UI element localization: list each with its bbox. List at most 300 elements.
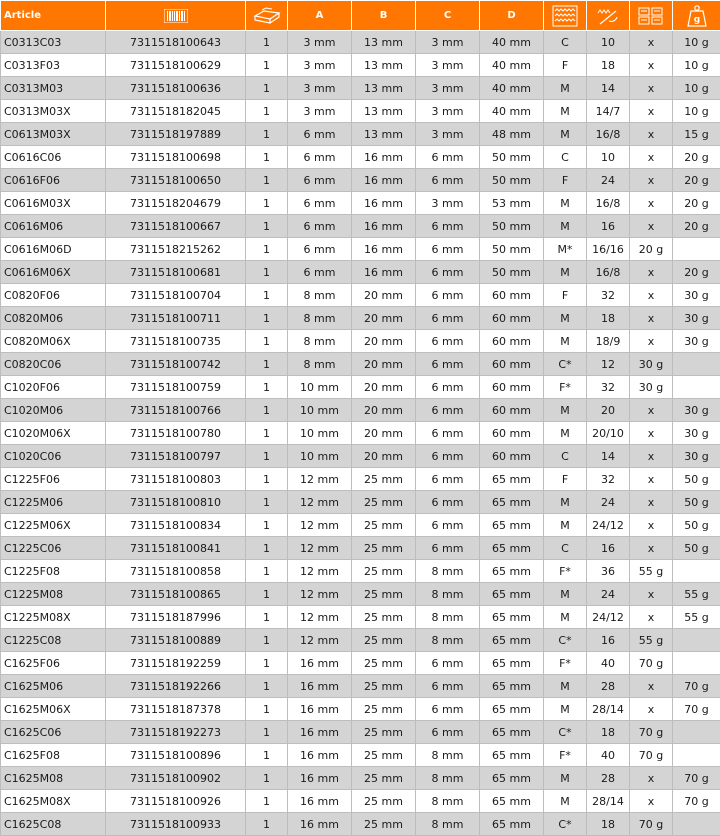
- table-row[interactable]: [1, 468, 720, 491]
- table-row[interactable]: [1, 813, 720, 836]
- cell-ean: 7311518192259: [106, 652, 246, 675]
- cell-dim-a: 10 mm: [288, 399, 352, 422]
- tooth-pattern-icon: [552, 5, 578, 27]
- cell-tooth-pitch: 16/8: [587, 192, 630, 215]
- cell-dim-a: 12 mm: [288, 537, 352, 560]
- cell-weight: 55 g: [673, 583, 720, 606]
- cell-article[interactable]: C1625C08: [1, 813, 106, 836]
- cell-dim-c: 6 mm: [416, 468, 480, 491]
- cell-tooth-pattern: F: [544, 468, 587, 491]
- cell-dim-d: 65 mm: [480, 606, 544, 629]
- cell-dim-a: 16 mm: [288, 721, 352, 744]
- cell-dim-a: 6 mm: [288, 261, 352, 284]
- cell-dim-c: 6 mm: [416, 215, 480, 238]
- cell-tooth-pattern: C*: [544, 353, 587, 376]
- cell-weight: [673, 744, 720, 767]
- table-row[interactable]: [1, 169, 720, 192]
- cell-dim-a: 12 mm: [288, 560, 352, 583]
- cell-ean: 7311518100810: [106, 491, 246, 514]
- cell-dim-a: 8 mm: [288, 353, 352, 376]
- cell-dim-b: 20 mm: [352, 376, 416, 399]
- cell-package-qty: 1: [246, 790, 288, 813]
- cell-dim-d: 40 mm: [480, 54, 544, 77]
- cell-dim-d: 65 mm: [480, 560, 544, 583]
- cell-dim-c: 6 mm: [416, 330, 480, 353]
- cell-weight: 20 g: [673, 169, 720, 192]
- cell-dim-d: 50 mm: [480, 261, 544, 284]
- table-row[interactable]: [1, 583, 720, 606]
- table-row[interactable]: [1, 675, 720, 698]
- cell-article[interactable]: C1625M06X: [1, 698, 106, 721]
- cell-package-qty: 1: [246, 330, 288, 353]
- cell-package-qty: 1: [246, 123, 288, 146]
- cell-tooth-pattern: M*: [544, 238, 587, 261]
- cell-pallet: 70 g: [630, 813, 673, 836]
- cell-ean: 7311518100766: [106, 399, 246, 422]
- cell-dim-a: 6 mm: [288, 215, 352, 238]
- cell-package-qty: 1: [246, 675, 288, 698]
- cell-dim-d: 60 mm: [480, 399, 544, 422]
- header-d[interactable]: D: [480, 1, 544, 31]
- cell-dim-b: 25 mm: [352, 560, 416, 583]
- table-row[interactable]: [1, 606, 720, 629]
- cell-package-qty: 1: [246, 698, 288, 721]
- cell-tooth-pattern: C*: [544, 721, 587, 744]
- cell-pallet: x: [630, 169, 673, 192]
- cell-pallet: x: [630, 31, 673, 54]
- cell-tooth-pitch: 28: [587, 767, 630, 790]
- cell-dim-a: 16 mm: [288, 767, 352, 790]
- cell-ean: 7311518204679: [106, 192, 246, 215]
- cell-package-qty: 1: [246, 353, 288, 376]
- cell-tooth-pattern: F: [544, 54, 587, 77]
- cell-dim-b: 25 mm: [352, 491, 416, 514]
- cell-ean: 7311518100759: [106, 376, 246, 399]
- header-c[interactable]: C: [416, 1, 480, 31]
- cell-tooth-pitch: 32: [587, 376, 630, 399]
- cell-dim-a: 10 mm: [288, 376, 352, 399]
- cell-article[interactable]: C1225M08: [1, 583, 106, 606]
- cell-dim-c: 8 mm: [416, 606, 480, 629]
- cell-tooth-pattern: M: [544, 583, 587, 606]
- cell-ean: 7311518100933: [106, 813, 246, 836]
- cell-dim-d: 60 mm: [480, 307, 544, 330]
- cell-package-qty: 1: [246, 146, 288, 169]
- cell-tooth-pitch: 40: [587, 652, 630, 675]
- cell-tooth-pattern: M: [544, 606, 587, 629]
- table-row[interactable]: [1, 376, 720, 399]
- cell-article[interactable]: C0313C03: [1, 31, 106, 54]
- cell-article[interactable]: C1625M08X: [1, 790, 106, 813]
- cell-article[interactable]: C0616F06: [1, 169, 106, 192]
- cell-dim-b: 25 mm: [352, 514, 416, 537]
- cell-dim-a: 16 mm: [288, 813, 352, 836]
- cell-tooth-pattern: M: [544, 675, 587, 698]
- cell-dim-c: 8 mm: [416, 629, 480, 652]
- header-row: [1, 1, 720, 31]
- table-row[interactable]: [1, 491, 720, 514]
- cell-article[interactable]: C1020M06X: [1, 422, 106, 445]
- package-icon: [252, 7, 282, 25]
- cell-article[interactable]: C0616M06: [1, 215, 106, 238]
- header-package[interactable]: [246, 1, 288, 31]
- cell-dim-b: 20 mm: [352, 353, 416, 376]
- cell-weight: 10 g: [673, 100, 720, 123]
- cell-dim-d: 60 mm: [480, 330, 544, 353]
- cell-article[interactable]: C1625M08: [1, 767, 106, 790]
- table-row[interactable]: [1, 31, 720, 54]
- cell-dim-b: 16 mm: [352, 146, 416, 169]
- cell-article[interactable]: C1225M06: [1, 491, 106, 514]
- cell-dim-d: 65 mm: [480, 813, 544, 836]
- cell-tooth-pattern: F: [544, 284, 587, 307]
- cell-ean: 7311518192266: [106, 675, 246, 698]
- cell-dim-b: 25 mm: [352, 721, 416, 744]
- cell-dim-b: 20 mm: [352, 445, 416, 468]
- cell-pallet: x: [630, 123, 673, 146]
- cell-dim-a: 10 mm: [288, 445, 352, 468]
- table-row[interactable]: [1, 445, 720, 468]
- cell-dim-c: 3 mm: [416, 54, 480, 77]
- cell-dim-b: 13 mm: [352, 123, 416, 146]
- cell-dim-d: 65 mm: [480, 767, 544, 790]
- cell-dim-d: 65 mm: [480, 537, 544, 560]
- cell-dim-d: 60 mm: [480, 422, 544, 445]
- cell-dim-c: 6 mm: [416, 376, 480, 399]
- table-row[interactable]: [1, 330, 720, 353]
- cell-ean: 7311518100667: [106, 215, 246, 238]
- table-row[interactable]: [1, 261, 720, 284]
- header-b[interactable]: B: [352, 1, 416, 31]
- table-row[interactable]: [1, 284, 720, 307]
- cell-tooth-pitch: 32: [587, 468, 630, 491]
- cell-ean: 7311518100926: [106, 790, 246, 813]
- cell-weight: 10 g: [673, 77, 720, 100]
- table-row[interactable]: [1, 353, 720, 376]
- cell-ean: 7311518100711: [106, 307, 246, 330]
- cell-weight: [673, 721, 720, 744]
- table-row[interactable]: [1, 146, 720, 169]
- cell-pallet: x: [630, 330, 673, 353]
- cell-ean: 7311518192273: [106, 721, 246, 744]
- cell-article[interactable]: C1625F08: [1, 744, 106, 767]
- cell-dim-b: 16 mm: [352, 169, 416, 192]
- cell-dim-b: 20 mm: [352, 399, 416, 422]
- cell-dim-b: 16 mm: [352, 192, 416, 215]
- table-row[interactable]: [1, 100, 720, 123]
- header-barcode[interactable]: [106, 1, 246, 31]
- cell-article[interactable]: C1225M06X: [1, 514, 106, 537]
- cell-tooth-pitch: 24: [587, 583, 630, 606]
- cell-tooth-pitch: 14/7: [587, 100, 630, 123]
- cell-dim-d: 65 mm: [480, 744, 544, 767]
- cell-article[interactable]: C0820C06: [1, 353, 106, 376]
- cell-tooth-pitch: 24: [587, 169, 630, 192]
- cell-ean: 7311518100865: [106, 583, 246, 606]
- cell-article[interactable]: C1625F06: [1, 652, 106, 675]
- cell-dim-a: 8 mm: [288, 330, 352, 353]
- cell-weight: 30 g: [673, 445, 720, 468]
- cell-article[interactable]: C0313F03: [1, 54, 106, 77]
- cell-dim-a: 3 mm: [288, 54, 352, 77]
- cell-article[interactable]: C0616C06: [1, 146, 106, 169]
- cell-dim-c: 3 mm: [416, 123, 480, 146]
- cell-dim-d: 50 mm: [480, 238, 544, 261]
- pallet-icon: [637, 6, 665, 26]
- cell-ean: 7311518100681: [106, 261, 246, 284]
- cell-article[interactable]: C1225F06: [1, 468, 106, 491]
- cell-weight: [673, 238, 720, 261]
- cell-dim-d: 53 mm: [480, 192, 544, 215]
- cell-tooth-pitch: 18: [587, 721, 630, 744]
- cell-tooth-pattern: M: [544, 330, 587, 353]
- cell-tooth-pitch: 16: [587, 537, 630, 560]
- cell-article[interactable]: C1020C06: [1, 445, 106, 468]
- cell-article[interactable]: C1625M06: [1, 675, 106, 698]
- cell-dim-d: 65 mm: [480, 583, 544, 606]
- cell-weight: 20 g: [673, 192, 720, 215]
- cell-tooth-pattern: M: [544, 491, 587, 514]
- table-row[interactable]: [1, 399, 720, 422]
- table-row[interactable]: [1, 698, 720, 721]
- cell-article[interactable]: C0313M03: [1, 77, 106, 100]
- cell-dim-b: 25 mm: [352, 813, 416, 836]
- cell-tooth-pitch: 16/8: [587, 261, 630, 284]
- cell-dim-b: 25 mm: [352, 629, 416, 652]
- cell-tooth-pitch: 24: [587, 491, 630, 514]
- cell-ean: 7311518100797: [106, 445, 246, 468]
- cell-weight: 50 g: [673, 514, 720, 537]
- cell-dim-d: 65 mm: [480, 652, 544, 675]
- cell-ean: 7311518100896: [106, 744, 246, 767]
- cell-dim-d: 65 mm: [480, 468, 544, 491]
- cell-ean: 7311518100704: [106, 284, 246, 307]
- cell-tooth-pattern: M: [544, 261, 587, 284]
- barcode-icon: [164, 9, 188, 23]
- table-row[interactable]: [1, 767, 720, 790]
- cell-dim-c: 6 mm: [416, 307, 480, 330]
- header-tooth-pattern[interactable]: [544, 1, 587, 31]
- cell-article[interactable]: C1625C06: [1, 721, 106, 744]
- cell-dim-b: 16 mm: [352, 215, 416, 238]
- cell-weight: 20 g: [673, 215, 720, 238]
- cell-weight: 30 g: [673, 330, 720, 353]
- cell-dim-a: 6 mm: [288, 169, 352, 192]
- cell-dim-b: 16 mm: [352, 238, 416, 261]
- cell-dim-a: 3 mm: [288, 31, 352, 54]
- cell-dim-a: 3 mm: [288, 77, 352, 100]
- cell-tooth-pattern: C: [544, 31, 587, 54]
- cell-tooth-pitch: 18: [587, 307, 630, 330]
- cell-dim-d: 48 mm: [480, 123, 544, 146]
- cell-dim-d: 50 mm: [480, 215, 544, 238]
- cell-tooth-pattern: C: [544, 146, 587, 169]
- cell-pallet: x: [630, 675, 673, 698]
- cell-tooth-pattern: C*: [544, 813, 587, 836]
- cell-ean: 7311518100742: [106, 353, 246, 376]
- cell-ean: 7311518100780: [106, 422, 246, 445]
- table-row[interactable]: [1, 629, 720, 652]
- cell-article[interactable]: C1020F06: [1, 376, 106, 399]
- cell-dim-c: 6 mm: [416, 238, 480, 261]
- cell-tooth-pitch: 16: [587, 215, 630, 238]
- table-row[interactable]: [1, 652, 720, 675]
- cell-pallet: x: [630, 146, 673, 169]
- cell-dim-a: 16 mm: [288, 744, 352, 767]
- table-row[interactable]: [1, 790, 720, 813]
- header-pallet[interactable]: [630, 1, 673, 31]
- header-a[interactable]: A: [288, 1, 352, 31]
- cell-article[interactable]: C1225M08X: [1, 606, 106, 629]
- cell-ean: 7311518100629: [106, 54, 246, 77]
- cell-dim-a: 6 mm: [288, 192, 352, 215]
- cell-article[interactable]: C0313M03X: [1, 100, 106, 123]
- cell-tooth-pitch: 24/12: [587, 514, 630, 537]
- table-row[interactable]: [1, 537, 720, 560]
- cell-dim-d: 65 mm: [480, 629, 544, 652]
- cell-dim-a: 12 mm: [288, 468, 352, 491]
- cell-tooth-pattern: C: [544, 445, 587, 468]
- cell-dim-b: 25 mm: [352, 606, 416, 629]
- cell-article[interactable]: C0613M03X: [1, 123, 106, 146]
- cell-dim-a: 6 mm: [288, 146, 352, 169]
- table-row[interactable]: [1, 422, 720, 445]
- cell-dim-b: 25 mm: [352, 744, 416, 767]
- table-row[interactable]: [1, 123, 720, 146]
- cell-ean: 7311518100902: [106, 767, 246, 790]
- cell-package-qty: 1: [246, 468, 288, 491]
- cell-article[interactable]: C0616M06X: [1, 261, 106, 284]
- cell-pallet: x: [630, 192, 673, 215]
- cell-dim-a: 10 mm: [288, 422, 352, 445]
- cell-tooth-pitch: 18: [587, 54, 630, 77]
- cell-dim-c: 3 mm: [416, 31, 480, 54]
- cell-dim-c: 6 mm: [416, 698, 480, 721]
- cell-dim-a: 12 mm: [288, 583, 352, 606]
- cell-dim-a: 8 mm: [288, 284, 352, 307]
- cell-weight: 30 g: [673, 284, 720, 307]
- header-weight[interactable]: [673, 1, 720, 31]
- header-tooth-pitch[interactable]: [587, 1, 630, 31]
- cell-dim-b: 20 mm: [352, 330, 416, 353]
- cell-article[interactable]: C1225F08: [1, 560, 106, 583]
- cell-article[interactable]: C1020M06: [1, 399, 106, 422]
- cell-dim-d: 50 mm: [480, 146, 544, 169]
- table-row[interactable]: [1, 560, 720, 583]
- cell-package-qty: 1: [246, 261, 288, 284]
- cell-dim-b: 25 mm: [352, 698, 416, 721]
- cell-dim-c: 6 mm: [416, 491, 480, 514]
- cell-pallet: x: [630, 77, 673, 100]
- table-row[interactable]: [1, 54, 720, 77]
- cell-pallet: x: [630, 790, 673, 813]
- cell-tooth-pattern: F*: [544, 652, 587, 675]
- cell-weight: [673, 813, 720, 836]
- cell-package-qty: 1: [246, 560, 288, 583]
- cell-package-qty: 1: [246, 583, 288, 606]
- cell-tooth-pattern: F: [544, 169, 587, 192]
- cell-article[interactable]: C0820M06: [1, 307, 106, 330]
- cell-pallet: 30 g: [630, 353, 673, 376]
- cell-weight: 50 g: [673, 537, 720, 560]
- cell-tooth-pitch: 10: [587, 146, 630, 169]
- cell-dim-a: 16 mm: [288, 790, 352, 813]
- cell-tooth-pattern: M: [544, 215, 587, 238]
- cell-tooth-pattern: C*: [544, 629, 587, 652]
- cell-weight: [673, 376, 720, 399]
- cell-weight: 10 g: [673, 31, 720, 54]
- cell-dim-a: 12 mm: [288, 514, 352, 537]
- cell-ean: 7311518100889: [106, 629, 246, 652]
- cell-tooth-pitch: 28/14: [587, 790, 630, 813]
- cell-tooth-pattern: M: [544, 399, 587, 422]
- cell-tooth-pitch: 20: [587, 399, 630, 422]
- cell-dim-c: 3 mm: [416, 77, 480, 100]
- cell-package-qty: 1: [246, 307, 288, 330]
- cell-dim-a: 12 mm: [288, 629, 352, 652]
- cell-article[interactable]: C1225C08: [1, 629, 106, 652]
- table-row[interactable]: [1, 192, 720, 215]
- cell-dim-a: 16 mm: [288, 675, 352, 698]
- cell-pallet: x: [630, 468, 673, 491]
- cell-tooth-pitch: 40: [587, 744, 630, 767]
- cell-package-qty: 1: [246, 169, 288, 192]
- cell-tooth-pattern: M: [544, 192, 587, 215]
- cell-weight: 70 g: [673, 767, 720, 790]
- cell-dim-b: 25 mm: [352, 767, 416, 790]
- cell-tooth-pattern: M: [544, 100, 587, 123]
- cell-dim-c: 6 mm: [416, 445, 480, 468]
- cell-dim-c: 6 mm: [416, 353, 480, 376]
- weight-icon-label: g: [693, 14, 700, 25]
- cell-dim-b: 20 mm: [352, 422, 416, 445]
- table-row[interactable]: [1, 744, 720, 767]
- cell-article[interactable]: C0820F06: [1, 284, 106, 307]
- cell-tooth-pattern: F*: [544, 744, 587, 767]
- cell-pallet: x: [630, 422, 673, 445]
- cell-package-qty: 1: [246, 445, 288, 468]
- cell-pallet: x: [630, 445, 673, 468]
- cell-article[interactable]: C0616M06D: [1, 238, 106, 261]
- cell-dim-d: 65 mm: [480, 491, 544, 514]
- cell-dim-b: 20 mm: [352, 307, 416, 330]
- cell-dim-b: 20 mm: [352, 284, 416, 307]
- table-row[interactable]: [1, 238, 720, 261]
- header-article[interactable]: Article: [1, 1, 106, 31]
- cell-dim-d: 60 mm: [480, 353, 544, 376]
- cell-dim-d: 60 mm: [480, 445, 544, 468]
- table-row[interactable]: [1, 514, 720, 537]
- table-row[interactable]: [1, 721, 720, 744]
- cell-ean: 7311518100803: [106, 468, 246, 491]
- cell-article[interactable]: C0820M06X: [1, 330, 106, 353]
- table-row[interactable]: [1, 77, 720, 100]
- cell-package-qty: 1: [246, 238, 288, 261]
- cell-article[interactable]: C0616M03X: [1, 192, 106, 215]
- cell-pallet: 30 g: [630, 376, 673, 399]
- cell-ean: 7311518100858: [106, 560, 246, 583]
- cell-dim-b: 13 mm: [352, 100, 416, 123]
- cell-weight: 20 g: [673, 261, 720, 284]
- cell-pallet: x: [630, 491, 673, 514]
- cell-tooth-pitch: 18: [587, 813, 630, 836]
- cell-package-qty: 1: [246, 767, 288, 790]
- cell-ean: 7311518100735: [106, 330, 246, 353]
- cell-dim-b: 13 mm: [352, 31, 416, 54]
- table-row[interactable]: [1, 307, 720, 330]
- cell-article[interactable]: C1225C06: [1, 537, 106, 560]
- table-row[interactable]: [1, 215, 720, 238]
